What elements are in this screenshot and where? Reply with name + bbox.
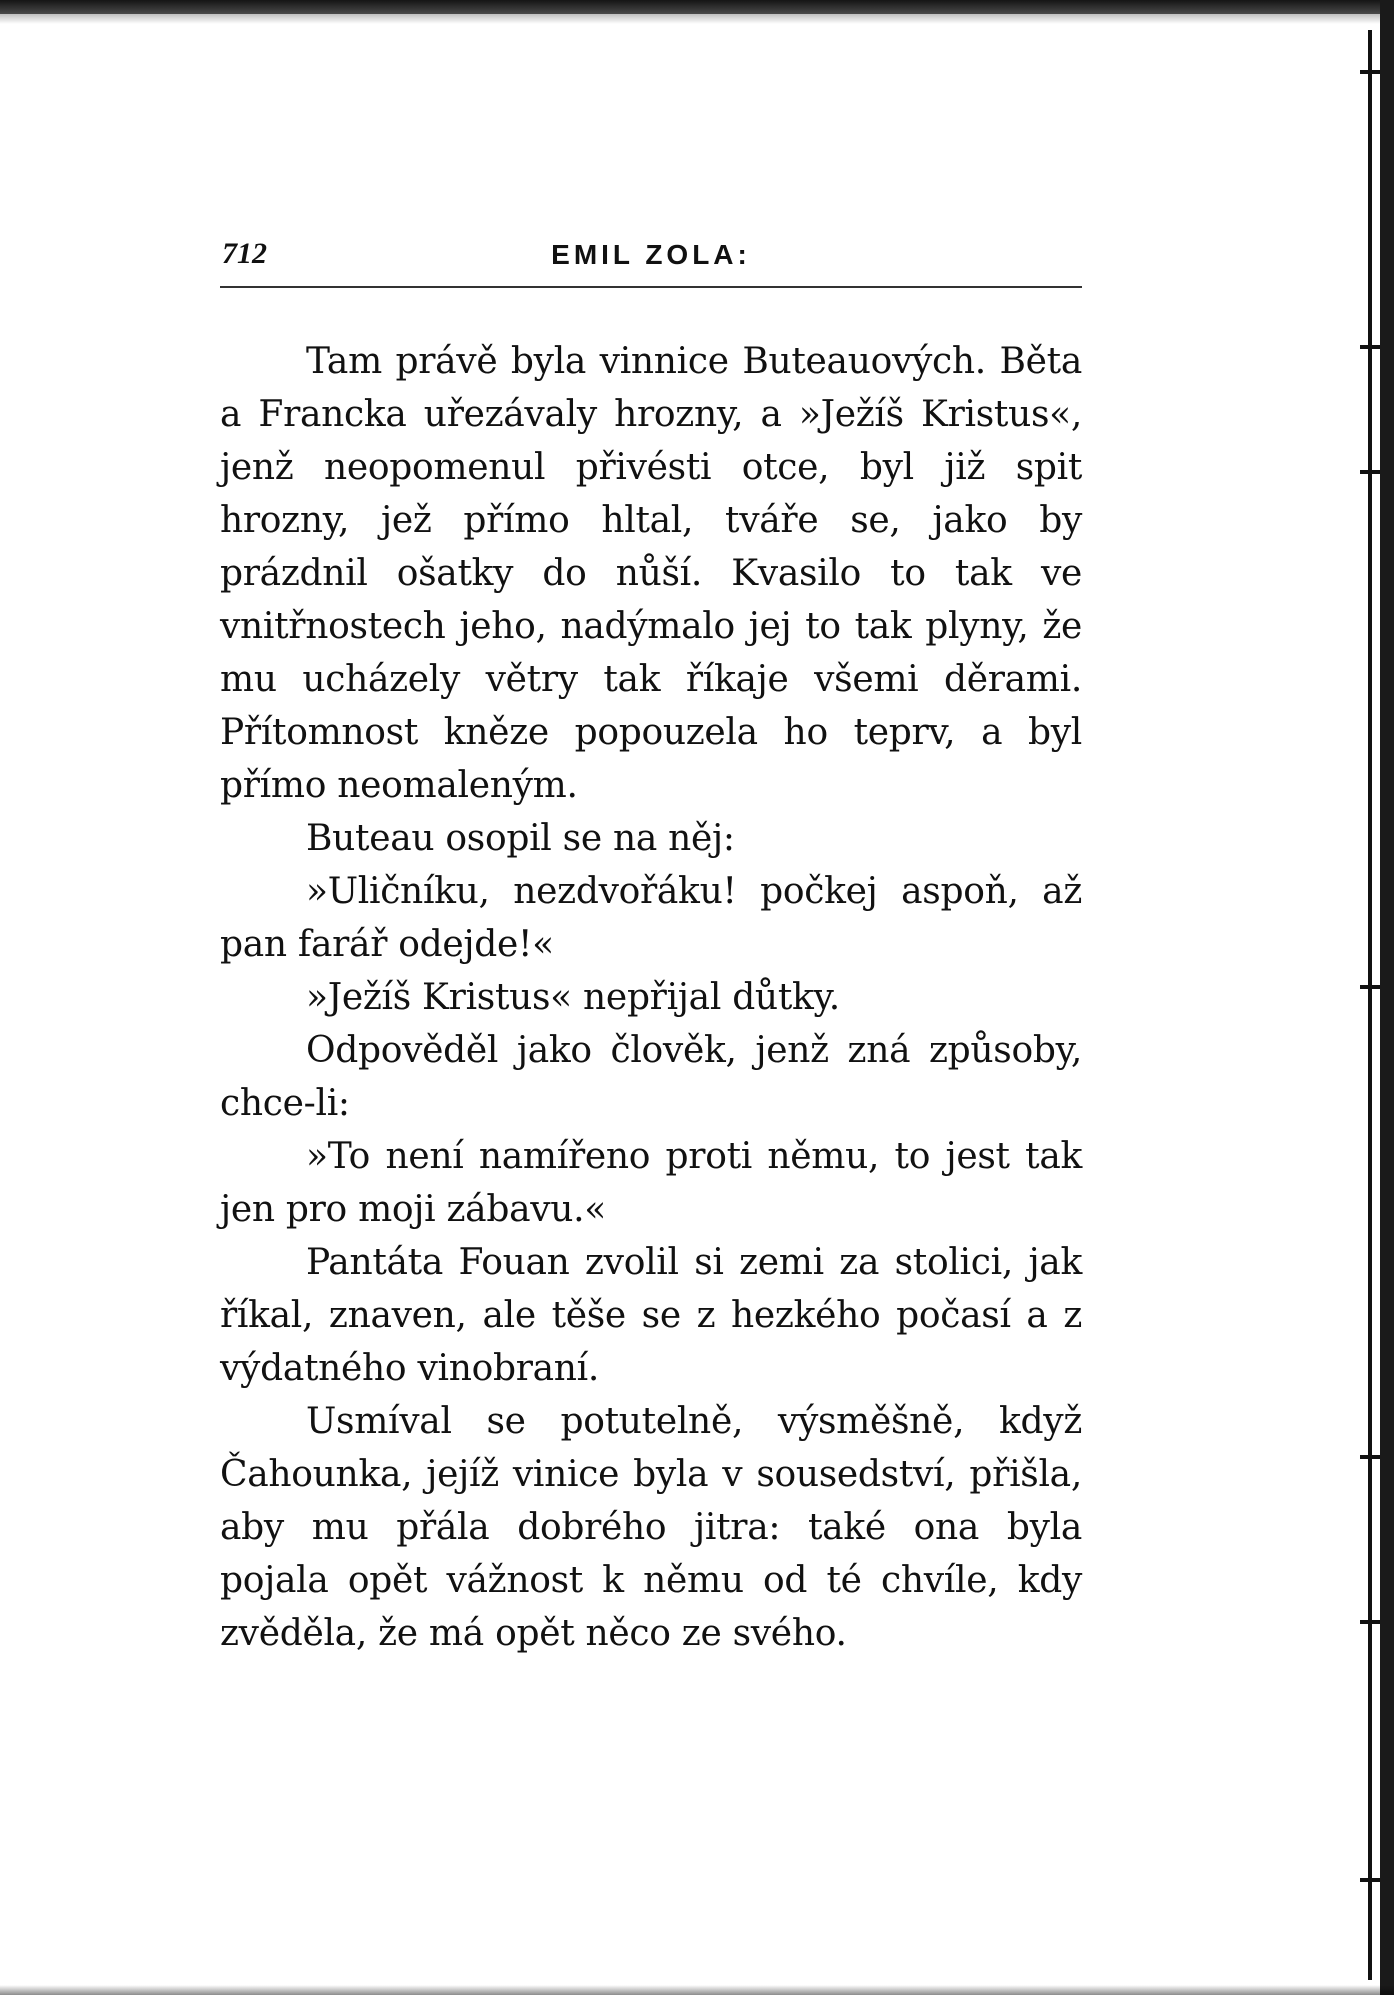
page-edge-tick: [1360, 70, 1380, 74]
page-number: 712: [222, 237, 267, 270]
scan-bottom-shadow: [0, 1985, 1394, 1995]
header-rule: [220, 286, 1082, 288]
page-edge-tick: [1360, 1455, 1380, 1459]
paragraph: »Uličníku, nezdvořáku! počkej aspoň, až pan farář odejde!«: [220, 871, 1082, 965]
scan-top-shadow: [0, 14, 1394, 24]
page-edge-rule: [1368, 30, 1372, 1980]
book-page: [220, 225, 1082, 1660]
paragraph: »To není namířeno proti němu, to jest tak jen pro moji zábavu.«: [220, 1136, 1082, 1230]
running-title: EMIL ZOLA:: [551, 239, 751, 270]
body-text: [220, 335, 1082, 1660]
page-edge-tick: [1360, 470, 1380, 474]
page-edge-tick: [1360, 985, 1380, 989]
scan-top-edge: [0, 0, 1394, 14]
running-head: [220, 225, 1082, 285]
paragraph: »Ježíš Kristus« nepřijal důtky.: [306, 977, 840, 1018]
paragraph: Odpověděl jako člověk, jenž zná způsoby, chce-li:: [220, 1030, 1082, 1124]
page-edge-tick: [1360, 1878, 1380, 1882]
paragraph: Buteau osopil se na něj:: [306, 818, 735, 859]
paragraph: Usmíval se potutelně, výsměšně, když Čahounka, jejíž vinice byla v sousedství, přišla, aby mu přála dobrého jitra: také ona byla pojala opět vážnost k němu od té chvíle, kdy zvěděla, že má opět něco ze svého.: [220, 1401, 1082, 1654]
paragraph: Pantáta Fouan zvolil si zemi za stolici, jak říkal, znaven, ale těše se z hezkého počasí a z výdatného vinobraní.: [220, 1242, 1082, 1389]
page-edge-tick: [1360, 345, 1380, 349]
paragraph: Tam právě byla vinnice Buteauových. Běta a Francka uřezávaly hrozny, a »Ježíš Kristus«, jenž neopomenul přivésti otce, byl již spit hrozny, jež přímo hltal, tváře se, jako by prázdnil ošatky do nůší. Kvasilo to tak ve vnitřnostech jeho, nadýmalo jej to tak plyny, že mu ucházely větry tak říkaje všemi děrami. Přítomnost kněze popouzela ho teprv, a byl přímo neomaleným.: [220, 341, 1082, 806]
page-edge-tick: [1360, 1620, 1380, 1624]
scan-right-edge: [1380, 0, 1394, 1995]
